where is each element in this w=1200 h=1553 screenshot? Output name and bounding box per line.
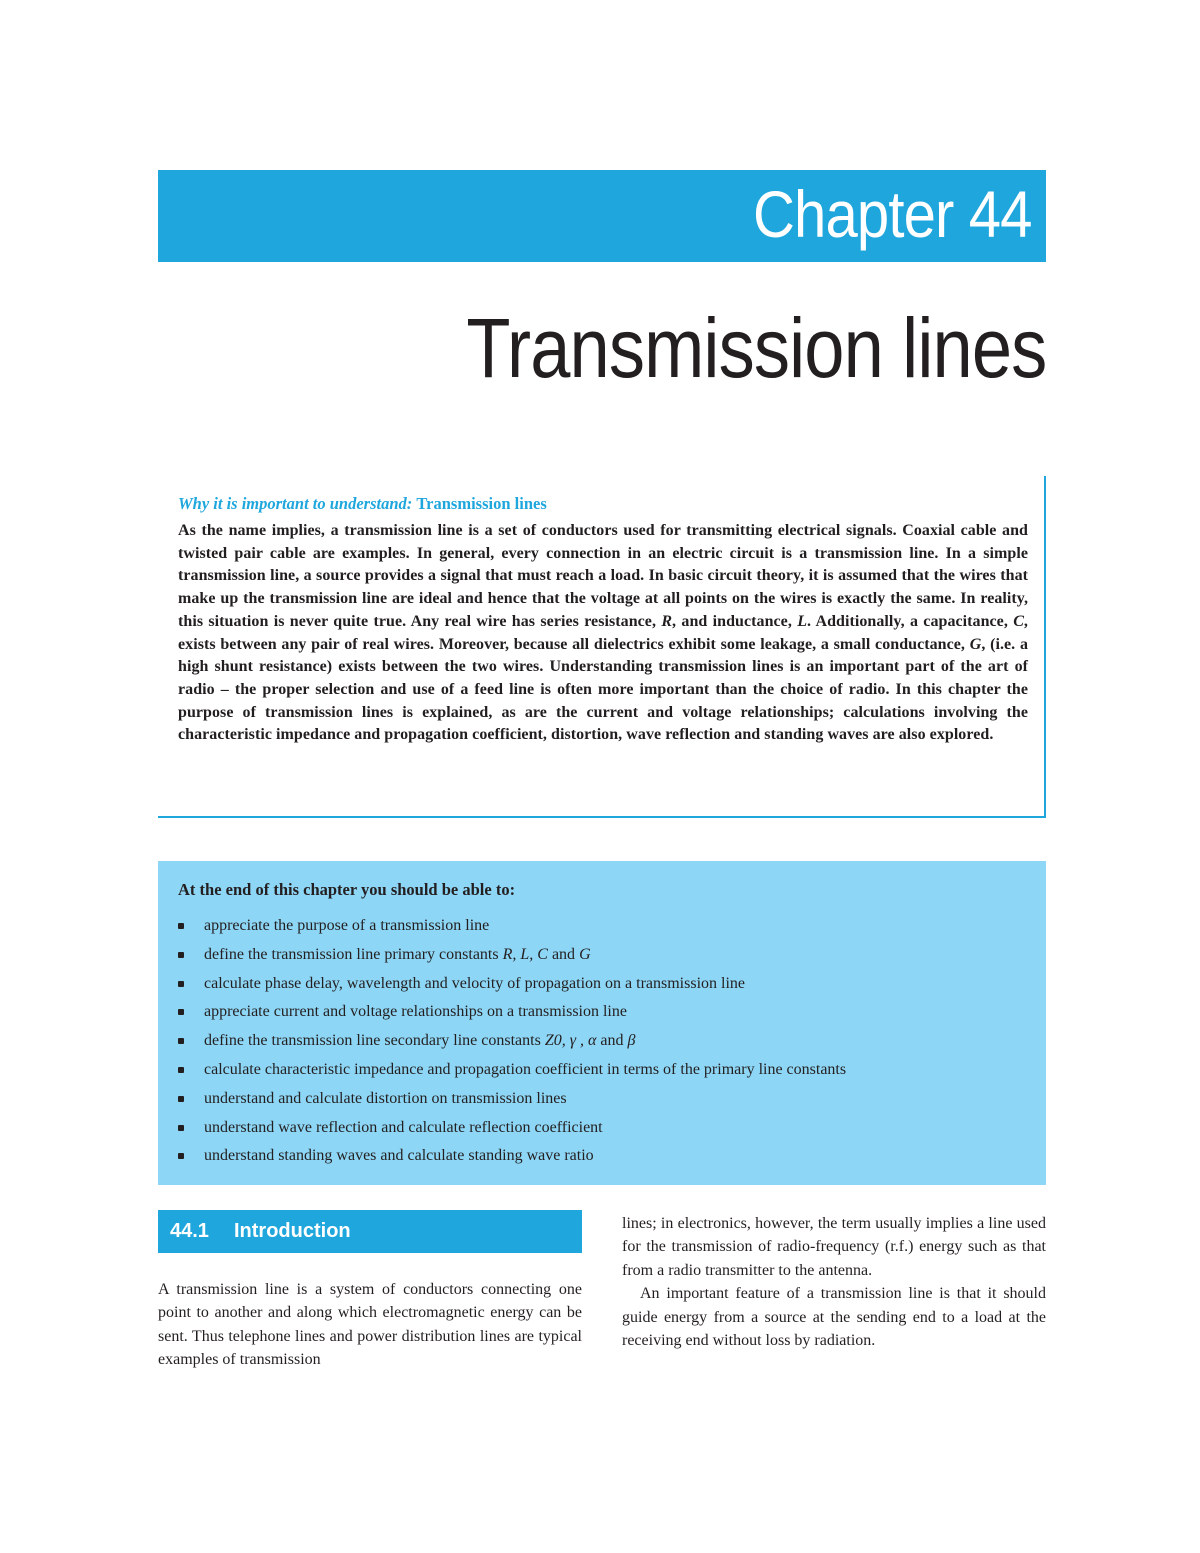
objective-symbols: R, L, C	[502, 945, 548, 963]
objective-symbol: G	[579, 945, 591, 963]
learning-objectives-box	[158, 861, 1046, 1185]
section-heading-bar	[158, 1210, 582, 1253]
objective-text: define the transmission line primary constants	[204, 945, 503, 963]
bullet-icon	[178, 1096, 184, 1102]
body-paragraph: lines; in electronics, however, the term usually implies a line used for the transmission of radio-frequency (r.f.) energy such as that from a radio transmitter to the antenna.	[622, 1215, 1046, 1279]
why-text-part: As the name implies, a transmission line is a set of conductors used for transmitting electrical signals. Coaxial cable and twisted pair cable are examples. In general, every connection in an electric circuit is a transmission line. In a simple transmission line, a source provides a signal that must reach a load. In basic circuit theory, it is assumed that the wires that make up the transmission line are ideal and hence that the voltage at all points on the wires is exactly the same. In reality, this situation is never quite true. Any real wire has series resistance,	[178, 522, 1028, 630]
objective-text: and	[547, 945, 580, 963]
symbol-l: L	[797, 612, 808, 630]
why-text-part: , (i.e. a high shunt resistance) exists between the two wires. Understanding transmission lines is an important part of the art of radio – the proper selection and use of a feed line is often more important than the choice of radio. In this chapter the purpose of transmission lines is explained, as are the current and voltage relationships; calculations involving the characteristic impedance and propagation coefficient, distortion, wave reflection and standing waves are also explored.	[178, 635, 1028, 744]
list-item	[178, 1059, 846, 1088]
section-title: Introduction	[234, 1220, 351, 1242]
objective-symbols: Z0, γ , α	[544, 1032, 597, 1050]
body-column-left	[158, 1278, 582, 1372]
body-paragraph: An important feature of a transmission line is that it should guide energy from a source at the sending end to a load at the receiving end without loss by radiation.	[622, 1285, 1046, 1350]
objective-text: define the transmission line secondary line constants	[204, 1032, 545, 1050]
bullet-icon	[178, 1009, 184, 1015]
objectives-list	[178, 915, 846, 1174]
list-item	[178, 1088, 846, 1117]
list-item	[178, 915, 846, 944]
chapter-banner	[158, 170, 1046, 262]
list-item	[178, 973, 846, 1002]
objective-text: understand wave reflection and calculate reflection coefficient	[204, 1118, 603, 1136]
why-text-part: , exists between any pair of real wires. Moreover, because all dielectrics exhibit some leakage, a small conductance,	[178, 612, 1028, 653]
why-text-part: . Additionally, a capacitance,	[807, 612, 1008, 630]
why-heading-topic: Transmission lines	[416, 494, 547, 513]
list-item	[178, 1001, 846, 1030]
symbol-g: G	[969, 635, 982, 653]
body-column-right	[622, 1212, 1046, 1352]
objective-text: understand and calculate distortion on transmission lines	[204, 1089, 567, 1107]
bullet-icon	[178, 1125, 184, 1131]
bullet-icon	[178, 981, 184, 987]
objectives-heading: At the end of this chapter you should be able to:	[178, 880, 516, 899]
list-item	[178, 944, 846, 973]
objective-text: calculate characteristic impedance and propagation coefficient in terms of the primary line constants	[204, 1060, 847, 1078]
objective-text: understand standing waves and calculate standing wave ratio	[204, 1147, 594, 1165]
why-paragraph	[178, 520, 1028, 747]
list-item	[178, 1117, 846, 1146]
section-number: 44.1	[170, 1220, 209, 1242]
why-heading-italic: Why it is important to understand:	[178, 494, 413, 513]
chapter-title: Transmission lines	[465, 301, 1046, 395]
why-text-part: , and inductance,	[672, 612, 792, 630]
symbol-c: C	[1013, 612, 1024, 630]
objective-text: appreciate the purpose of a transmission line	[204, 917, 490, 934]
bullet-icon	[178, 952, 184, 958]
body-paragraph: A transmission line is a system of conductors connecting one point to another and along which electromagnetic energy can be sent. Thus telephone lines and power distribution lines are typical examples of transmission	[158, 1281, 582, 1369]
why-heading	[178, 494, 547, 514]
objective-text: calculate phase delay, wavelength and velocity of propagation on a transmission line	[204, 974, 746, 992]
objective-symbol: β	[627, 1032, 636, 1050]
symbol-r: R	[661, 612, 673, 630]
bullet-icon	[178, 923, 184, 929]
chapter-label: Chapter 44	[753, 177, 1032, 251]
bullet-icon	[178, 1067, 184, 1073]
why-important-box	[158, 476, 1046, 818]
bullet-icon	[178, 1153, 184, 1159]
bullet-icon	[178, 1038, 184, 1044]
objective-text: appreciate current and voltage relationships on a transmission line	[204, 1003, 627, 1021]
objective-text: and	[596, 1032, 628, 1050]
list-item	[178, 1030, 846, 1059]
list-item	[178, 1145, 846, 1174]
